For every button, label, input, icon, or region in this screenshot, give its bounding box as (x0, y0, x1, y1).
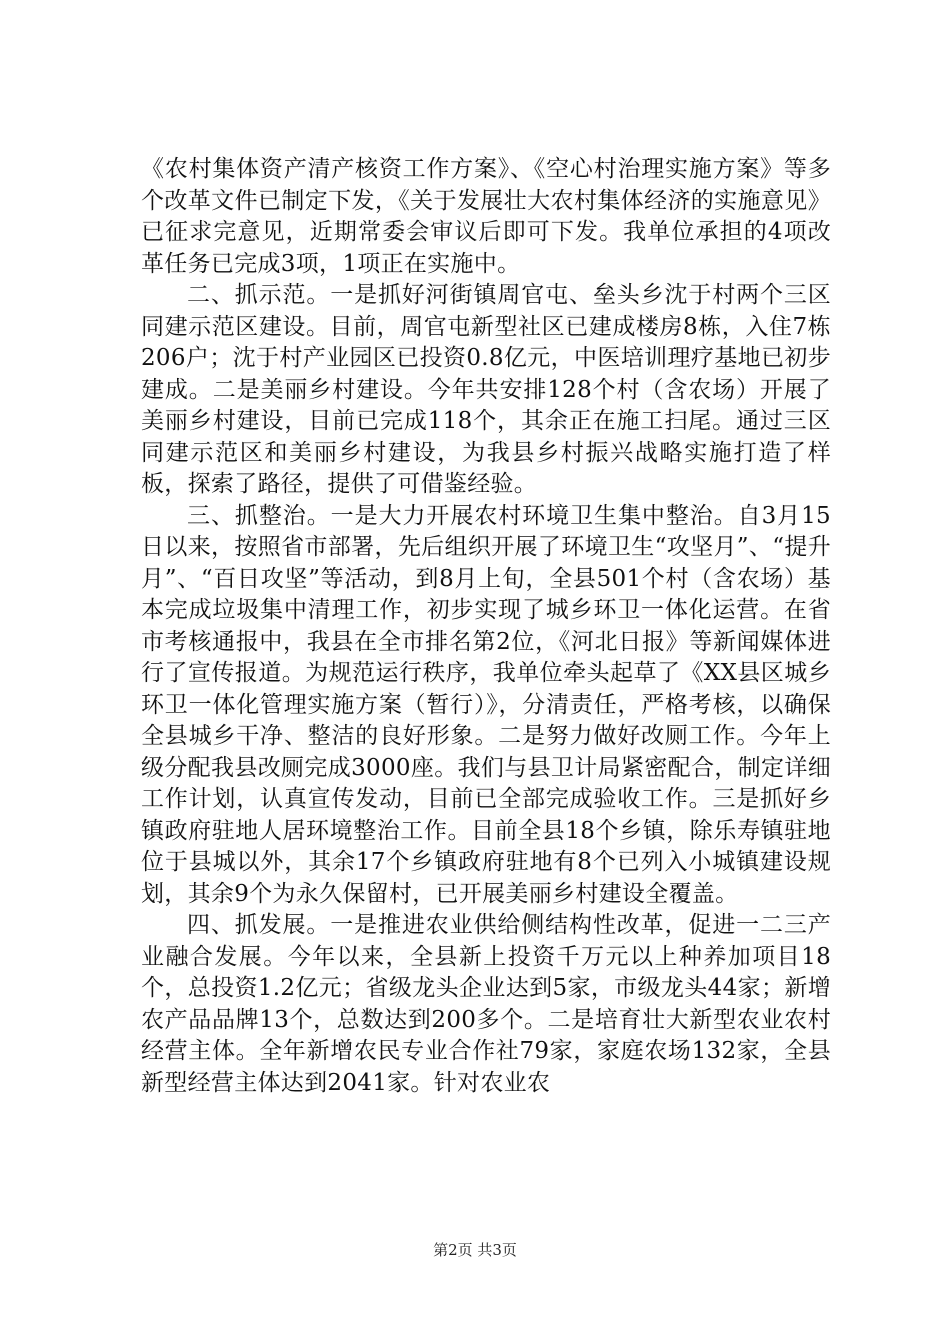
document-body (141, 154, 831, 1099)
paragraph-demonstration: 二、抓示范。一是抓好河街镇周官屯、垒头乡沈于村两个三区同建示范区建设。目前，周官屯新型社区已建成楼房8栋，入住7栋206户；沈于村产业园区已投资0.8亿元，中医培训理疗基地已初步建成。二是美丽乡村建设。今年共安排128个村（含农场）开展了美丽乡村建设，目前已完成118个，其余正在施工扫尾。通过三区同建示范区和美丽乡村建设，为我县乡村振兴战略实施打造了样板，探索了路径，提供了可借鉴经验。 (141, 282, 831, 497)
page-number-footer: 第2页 共3页 (433, 1241, 517, 1259)
paragraph-reform-documents: 《农村集体资产清产核资工作方案》、《空心村治理实施方案》等多个改革文件已制定下发，《关于发展壮大农村集体经济的实施意见》已征求完意见，近期常委会审议后即可下发。我单位承担的4项改革任务已完成3项，1项正在实施中。 (141, 156, 831, 277)
paragraph-rectification: 三、抓整治。一是大力开展农村环境卫生集中整治。自3月15日以来，按照省市部署，先后组织开展了环境卫生“攻坚月”、“提升月”、“百日攻坚”等活动，到8月上旬，全县501个村（含农场）基本完成垃圾集中清理工作，初步实现了城乡环卫一体化运营。在省市考核通报中，我县在全市排名第2位，《河北日报》等新闻媒体进行了宣传报道。为规范运行秩序，我单位牵头起草了《XX县区城乡环卫一体化管理实施方案（暂行）》，分清责任，严格考核，以确保全县城乡干净、整洁的良好形象。二是努力做好改厕工作。今年上级分配我县改厕完成3000座。我们与县卫计局紧密配合，制定详细工作计划，认真宣传发动，目前已全部完成验收工作。三是抓好乡镇政府驻地人居环境整治工作。目前全县18个乡镇，除乐寿镇驻地位于县城以外，其余17个乡镇政府驻地有8个已列入小城镇建设规划，其余9个为永久保留村，已开展美丽乡村建设全覆盖。 (141, 502, 831, 907)
paragraph-development: 四、抓发展。一是推进农业供给侧结构性改革，促进一二三产业融合发展。今年以来，全县新上投资千万元以上种养加项目18个，总投资1.2亿元；省级龙头企业达到5家，市级龙头44家；新增农产品品牌13个，总数达到200多个。二是培育壮大新型农业农村经营主体。全年新增农民专业合作社79家，家庭农场132家，全县新型经营主体达到2041家。针对农业农 (141, 912, 831, 1096)
